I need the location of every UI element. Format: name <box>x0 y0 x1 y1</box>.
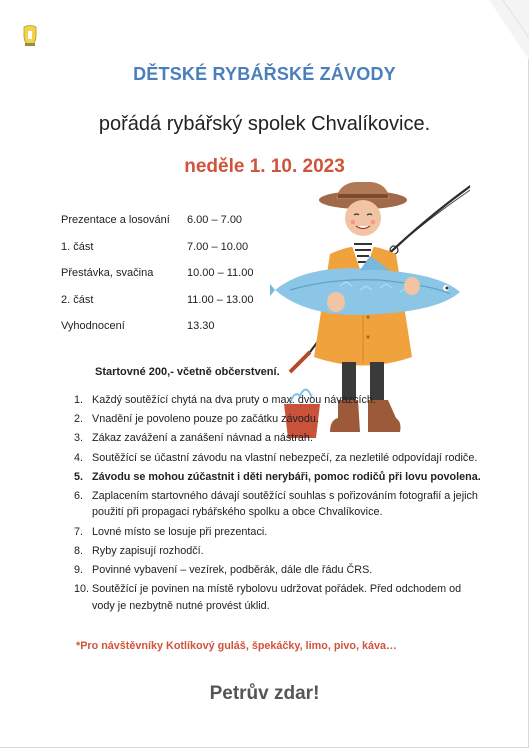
schedule-time: 6.00 – 7.00 <box>187 214 243 226</box>
rule-item <box>74 430 484 447</box>
entry-fee: Startovné 200,- včetně občerstvení. <box>95 366 280 378</box>
farewell-greeting: Petrův zdar! <box>209 683 320 704</box>
rule-number: 8. <box>74 544 84 557</box>
schedule-time: 10.00 – 11.00 <box>187 267 254 279</box>
rule-text: Soutěžící se účastní závodu na vlastní nebezpečí, za nezletilé odpovídají rodiče. <box>92 451 478 464</box>
organizer-subtitle: pořádá rybářský spolek Chvalíkovice. <box>98 113 431 135</box>
rules-list <box>74 392 484 617</box>
rule-text: Soutěžící je povinen na místě rybolovu udržovat pořádek. Před odchodem od vody je nezbytně nutné provést úklid. <box>92 583 462 612</box>
rule-number: 3. <box>74 432 84 445</box>
schedule-label: Vyhodnocení <box>61 320 125 332</box>
rule-item <box>74 562 484 579</box>
rule-text: Každý soutěžící chytá na dva pruty o max. dvou návazcích. <box>92 394 376 406</box>
rule-text: Lovné místo se losuje při prezentaci. <box>92 525 268 538</box>
rule-text: Ryby zapisují rozhodčí. <box>92 544 204 557</box>
schedule-time: 11.00 – 13.00 <box>187 293 254 306</box>
rule-text: Zaplacením startovného dávají soutěžící souhlas s pořizováním fotografií a jejich použití při propagaci rybářského spolku a obce Chvalíkovice. <box>92 489 478 519</box>
schedule-label: 2. část <box>61 293 94 306</box>
rule-number: 9. <box>74 564 84 576</box>
rule-item <box>74 488 484 521</box>
rule-text: Povinné vybavení – vezírek, podběrák, dále dle řádu ČRS. <box>92 564 373 576</box>
schedule-label: 1. část <box>61 240 94 253</box>
rule-item <box>74 581 484 614</box>
schedule-label: Přestávka, svačina <box>61 267 154 279</box>
visitor-refreshments-note: *Pro návštěvníky Kotlíkový guláš, špekáčky, limo, pivo, káva… <box>76 640 397 652</box>
rule-number: 6. <box>74 489 84 502</box>
rule-text: Závodu se mohou zúčastnit i děti nerybáři, pomoc rodičů při lovu povolena. <box>92 470 481 483</box>
rule-number: 7. <box>74 525 84 538</box>
rule-number: 1. <box>74 394 84 406</box>
rule-item <box>74 450 484 467</box>
rule-item <box>74 543 484 560</box>
rule-number: 10. <box>74 583 90 596</box>
rule-number: 2. <box>74 413 84 426</box>
page-corner-fold <box>489 0 529 60</box>
rule-item <box>74 469 484 486</box>
event-date: neděle 1. 10. 2023 <box>184 156 345 177</box>
page-title: DĚTSKÉ RYBÁŘSKÉ ZÁVODY <box>133 64 396 84</box>
village-crest-icon <box>20 24 40 48</box>
schedule-time: 13.30 <box>187 320 215 332</box>
rule-text: Vnadění je povoleno pouze po začátku závodu. <box>92 413 319 426</box>
schedule-label: Prezentace a losování <box>61 214 170 226</box>
rule-item <box>74 411 484 428</box>
rule-text: Zákaz zavážení a zanášení návnad a nástrah. <box>92 432 313 445</box>
rule-item <box>74 392 484 409</box>
rule-number: 5. <box>74 470 84 483</box>
rule-item <box>74 524 484 541</box>
schedule-time: 7.00 – 10.00 <box>187 240 249 253</box>
rule-number: 4. <box>74 451 84 464</box>
